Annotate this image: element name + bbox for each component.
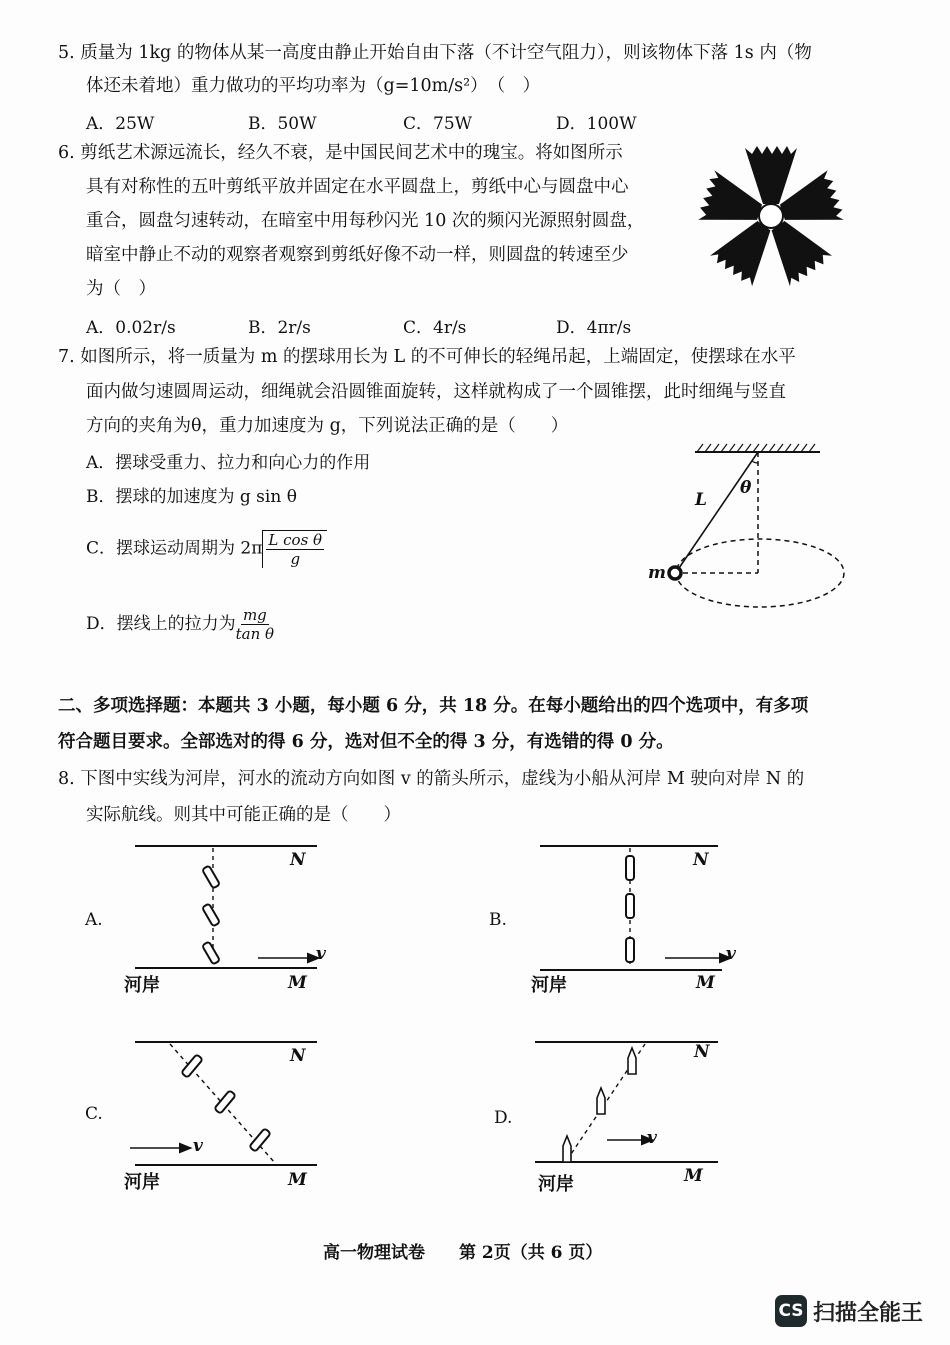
q6-line-1: 6. 剪纸艺术源远流长，经久不衰，是中国民间艺术中的瑰宝。将如图所示 [58, 143, 623, 163]
label-m: m [648, 563, 666, 583]
river-figure-d [535, 1042, 718, 1162]
section2-line-1: 二、多项选择题：本题共 3 小题，每小题 6 分，共 18 分。在每小题给出的四个选项中，有多项 [58, 696, 809, 716]
q6-line-5: 为（ ） [86, 279, 156, 299]
fig-label-a: A. [85, 910, 103, 930]
scanner-watermark [775, 1295, 923, 1327]
d-bank: 河岸 [538, 1174, 574, 1195]
d-M: M [684, 1166, 703, 1186]
q7-option-d-text: D．摆线上的拉力为 [86, 614, 236, 634]
fig-label-d: D. [494, 1108, 513, 1128]
c-numerator: L cos θ [268, 531, 323, 549]
c-v: v [193, 1136, 203, 1156]
a-bank: 河岸 [124, 975, 160, 996]
q7-line-2: 面内做匀速圆周运动，细绳就会沿圆锥面旋转，这样就构成了一个圆锥摆，此时细绳与竖直 [86, 382, 786, 402]
a-v: v [316, 944, 326, 964]
fig-label-c: C. [85, 1104, 103, 1124]
q5-option-c: C．75W [403, 114, 473, 134]
a-M: M [288, 973, 307, 993]
q5-line-1: 5. 质量为 1kg 的物体从某一高度由静止开始自由下落（不计空气阻力），则该物体下落 1s 内（物 [58, 43, 812, 63]
paper-cut-figure [696, 146, 845, 288]
q6-option-b: B．2r/s [248, 318, 311, 338]
a-N: N [290, 850, 306, 870]
b-M: M [696, 973, 715, 993]
q5-option-a: A．25W [86, 114, 155, 134]
camscanner-logo: CS [775, 1295, 807, 1327]
b-v: v [726, 944, 736, 964]
page-footer: 高一物理试卷 第 2页（共 6 页） [323, 1243, 603, 1263]
watermark-text: 扫描全能王 [813, 1300, 924, 1326]
b-N: N [693, 850, 709, 870]
q6-line-4: 暗室中静止不动的观察者观察到剪纸好像不动一样，则圆盘的转速至少 [86, 245, 629, 265]
q7-line-1: 7. 如图所示，将一质量为 m 的摆球用长为 L 的不可伸长的轻绳吊起，上端固定，使摆球在水平 [58, 347, 796, 367]
q7-option-b: B．摆球的加速度为 g sin θ [86, 487, 297, 507]
c-N: N [290, 1046, 306, 1066]
d-v: v [647, 1128, 657, 1148]
d-denominator: tan θ [235, 625, 275, 643]
q7-line-3: 方向的夹角为θ，重力加速度为 g，下列说法正确的是（ ） [86, 416, 569, 436]
q8-line-2: 实际航线。则其中可能正确的是（ ） [86, 805, 401, 825]
label-L: L [695, 490, 707, 510]
q7-option-c-text: C．摆球运动周期为 2π [86, 538, 263, 559]
q5-option-b: B．50W [248, 114, 317, 134]
q8-line-1: 8. 下图中实线为河岸，河水的流动方向如图 v 的箭头所示，虚线为小船从河岸 M 驶向对岸 N 的 [58, 769, 805, 789]
conical-pendulum-figure [669, 444, 844, 607]
label-theta: θ [740, 478, 752, 498]
q6-option-a: A．0.02r/s [86, 318, 176, 338]
c-bank: 河岸 [124, 1172, 160, 1193]
q6-option-c: C．4r/s [403, 318, 467, 338]
d-N: N [694, 1042, 710, 1062]
fig-label-b: B. [489, 910, 507, 930]
c-M: M [288, 1170, 307, 1190]
c-denominator: g [290, 550, 301, 568]
q5-line-2: 体还未着地）重力做功的平均功率为（g=10m/s²） （ ） [86, 76, 541, 96]
d-numerator: mg [242, 606, 267, 624]
q7-option-a: A．摆球受重力、拉力和向心力的作用 [86, 453, 371, 473]
section2-line-2: 符合题目要求。全部选对的得 6 分，选对但不全的得 3 分，有选错的得 0 分。 [58, 732, 674, 752]
q6-line-2: 具有对称性的五叶剪纸平放并固定在水平圆盘上，剪纸中心与圆盘中心 [86, 177, 629, 197]
q5-option-d: D．100W [556, 114, 637, 134]
q6-line-3: 重合，圆盘匀速转动，在暗室中用每秒闪光 10 次的频闪光源照射圆盘， [86, 211, 645, 231]
river-figure-c [130, 1042, 317, 1165]
q6-option-d: D．4πr/s [556, 318, 632, 338]
b-bank: 河岸 [531, 975, 567, 996]
